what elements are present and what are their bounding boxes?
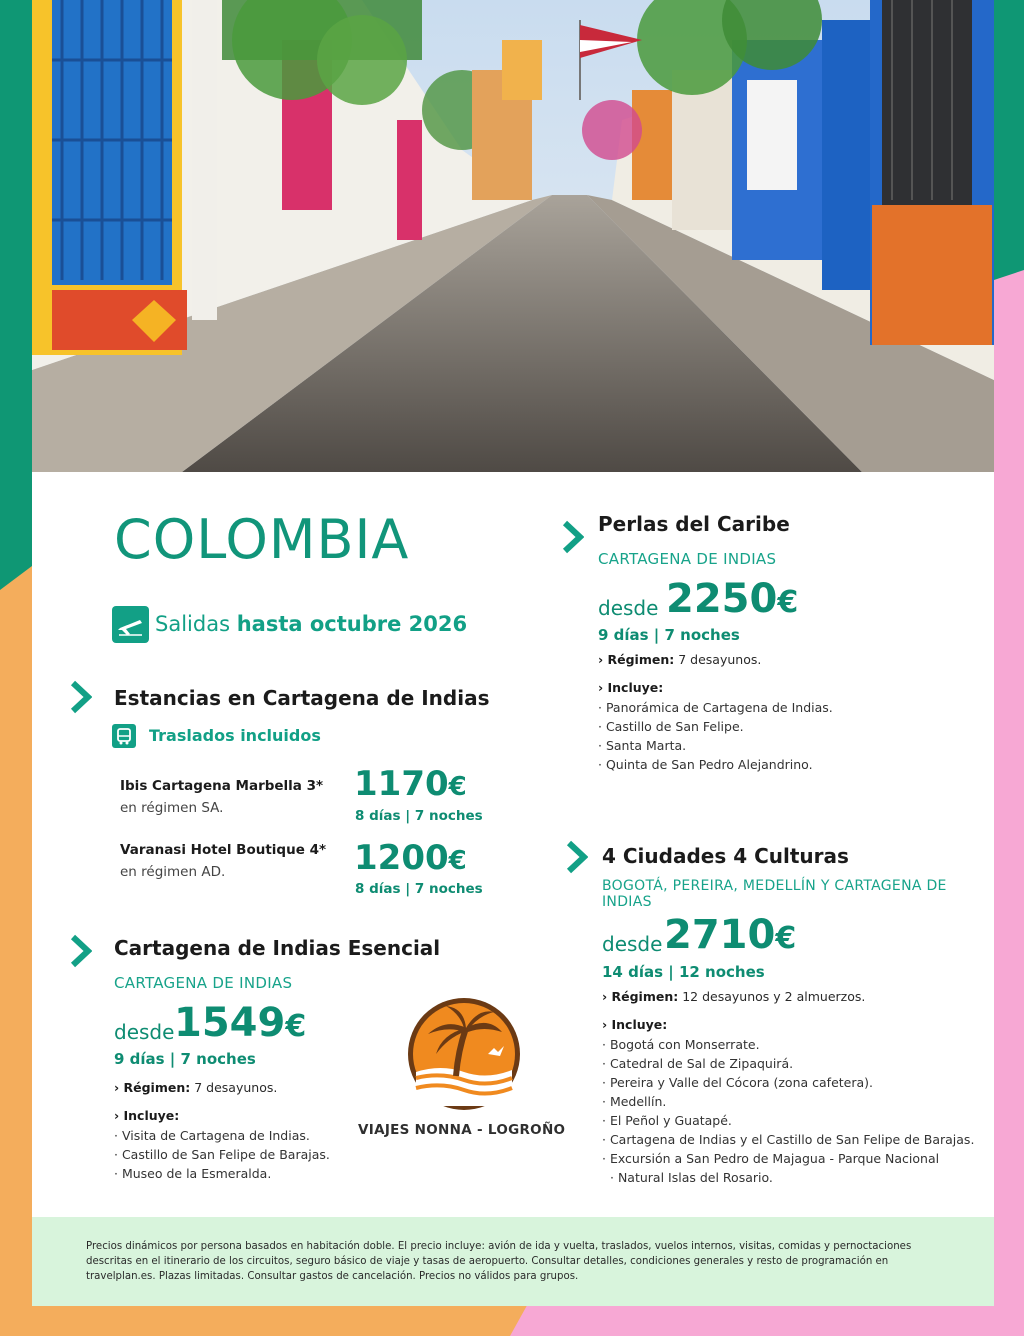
chevron-right-icon bbox=[562, 520, 584, 554]
currency: € bbox=[448, 772, 467, 802]
hotel-regimen: en régimen SA. bbox=[120, 800, 224, 816]
ciudades-nights: 14 días | 12 noches bbox=[602, 963, 765, 981]
price-value: 1200 bbox=[354, 838, 449, 878]
currency: € bbox=[448, 846, 467, 876]
esencial-nights: 9 días | 7 noches bbox=[114, 1050, 256, 1068]
list-item: · El Peñol y Guatapé. bbox=[602, 1111, 974, 1130]
list-item: · Castillo de San Felipe de Barajas. bbox=[114, 1145, 330, 1164]
price-value: 2250 bbox=[666, 576, 778, 622]
hotel-nights: 8 días | 7 noches bbox=[355, 808, 483, 824]
salidas-text bbox=[155, 612, 467, 636]
destination-line: INDIAS bbox=[602, 894, 652, 910]
list-item: · Bogotá con Monserrate. bbox=[602, 1035, 974, 1054]
desde-label: desde bbox=[602, 932, 663, 956]
perlas-nights: 9 días | 7 noches bbox=[598, 626, 740, 644]
price-value: 2710 bbox=[664, 912, 776, 958]
estancias-title: Estancias en Cartagena de Indias bbox=[114, 686, 490, 710]
price-value: 1170 bbox=[354, 764, 449, 804]
esencial-title: Cartagena de Indias Esencial bbox=[114, 936, 441, 960]
destination-line: BOGOTÁ, PEREIRA, MEDELLÍN Y CARTAGENA DE bbox=[602, 878, 947, 894]
list-item: · Medellín. bbox=[602, 1092, 974, 1111]
ciudades-destination bbox=[602, 878, 947, 910]
chevron-right-icon bbox=[70, 934, 92, 968]
list-item: · Pereira y Valle del Cócora (zona cafetera). bbox=[602, 1073, 974, 1092]
regimen-label: › Régimen: bbox=[114, 1080, 191, 1095]
ciudades-incluye-list bbox=[602, 1035, 974, 1187]
agency-name: VIAJES NONNA - LOGROÑO bbox=[358, 1122, 566, 1138]
hotel-name: Varanasi Hotel Boutique 4* bbox=[120, 842, 327, 858]
hotel-regimen: en régimen AD. bbox=[120, 864, 226, 880]
incluye-label: › Incluye: bbox=[602, 1017, 668, 1032]
list-item: · Quinta de San Pedro Alejandrino. bbox=[598, 755, 833, 774]
regimen-label: › Régimen: bbox=[598, 652, 675, 667]
ciudades-price bbox=[664, 912, 796, 958]
perlas-incluye-list bbox=[598, 698, 833, 774]
disclaimer-text: Precios dinámicos por persona basados en habitación doble. El precio incluye: avión de ida y vuelta, traslados, vuelos internos, visitas, comidas y pernoctaciones descritas en el itinerario de los circuitos, seguro básico de viaje y tasas de aeropuerto. Consultar detalles, condiciones generales y resto de programación en travelplan.es. Plazas limitadas. Consultar gastos de cancelación. Precios no válidos para grupos. bbox=[86, 1241, 912, 1282]
desde-label: desde bbox=[598, 596, 659, 620]
regimen-label: › Régimen: bbox=[602, 989, 679, 1004]
list-item: · Santa Marta. bbox=[598, 736, 833, 755]
traslados-label: Traslados incluidos bbox=[149, 726, 321, 745]
currency: € bbox=[775, 921, 797, 956]
perlas-regimen bbox=[598, 652, 761, 667]
currency: € bbox=[285, 1009, 307, 1044]
hotel-name: Ibis Cartagena Marbella 3* bbox=[120, 778, 324, 794]
chevron-right-icon bbox=[70, 680, 92, 714]
incluye-label: › Incluye: bbox=[114, 1108, 180, 1123]
list-item: · Excursión a San Pedro de Majagua - Parque Nacional bbox=[602, 1149, 974, 1168]
palm-tree-sunset-icon bbox=[406, 996, 522, 1112]
price-value: 1549 bbox=[174, 1000, 286, 1046]
content-card bbox=[32, 472, 994, 1217]
list-item: · Catedral de Sal de Zipaquirá. bbox=[602, 1054, 974, 1073]
esencial-destination: CARTAGENA DE INDIAS bbox=[114, 974, 293, 992]
hotel-price bbox=[354, 838, 467, 878]
regimen-value: 12 desayunos y 2 almuerzos. bbox=[682, 989, 866, 1004]
ciudades-title: 4 Ciudades 4 Culturas bbox=[602, 844, 849, 868]
currency: € bbox=[777, 585, 799, 620]
desde-label: desde bbox=[114, 1020, 175, 1044]
footer-disclaimer bbox=[32, 1217, 994, 1306]
list-item: · Panorámica de Cartagena de Indias. bbox=[598, 698, 833, 717]
esencial-price bbox=[174, 1000, 306, 1046]
ciudades-incluye-label bbox=[602, 1017, 667, 1032]
bus-icon bbox=[112, 724, 136, 748]
hero-photo bbox=[32, 0, 994, 472]
ciudades-regimen bbox=[602, 989, 865, 1004]
salidas-highlight: hasta octubre 2026 bbox=[236, 612, 468, 636]
regimen-value: 7 desayunos. bbox=[194, 1080, 278, 1095]
esencial-incluye-list bbox=[114, 1126, 330, 1183]
chevron-right-icon bbox=[566, 840, 588, 874]
perlas-incluye-label bbox=[598, 680, 663, 695]
esencial-regimen bbox=[114, 1080, 277, 1095]
perlas-title: Perlas del Caribe bbox=[598, 512, 790, 536]
hotel-nights: 8 días | 7 noches bbox=[355, 881, 483, 897]
list-item: · Castillo de San Felipe. bbox=[598, 717, 833, 736]
list-item: · Visita de Cartagena de Indias. bbox=[114, 1126, 330, 1145]
hotel-price bbox=[354, 764, 467, 804]
esencial-incluye-label bbox=[114, 1108, 179, 1123]
perlas-price bbox=[666, 576, 798, 622]
airplane-icon bbox=[112, 606, 149, 643]
list-item: · Museo de la Esmeralda. bbox=[114, 1164, 330, 1183]
list-item: · Natural Islas del Rosario. bbox=[602, 1168, 974, 1187]
incluye-label: › Incluye: bbox=[598, 680, 664, 695]
page-title: COLOMBIA bbox=[114, 508, 410, 571]
perlas-destination: CARTAGENA DE INDIAS bbox=[598, 550, 777, 568]
list-item: · Cartagena de Indias y el Castillo de San Felipe de Barajas. bbox=[602, 1130, 974, 1149]
salidas-prefix: Salidas bbox=[155, 612, 231, 636]
regimen-value: 7 desayunos. bbox=[678, 652, 762, 667]
